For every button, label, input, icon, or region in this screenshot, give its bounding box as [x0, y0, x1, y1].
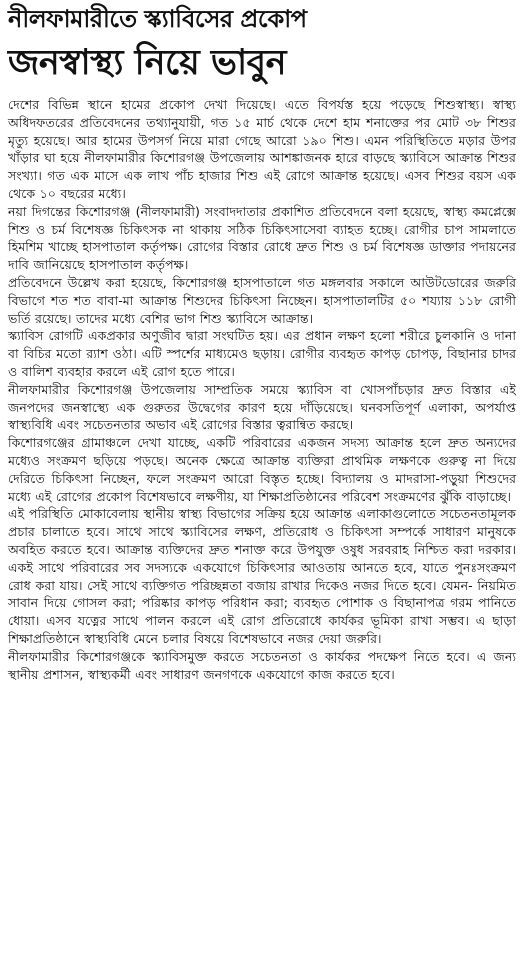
headline-kicker: নীলফামারীতে স্ক্যাবিসের প্রকোপ: [8, 5, 307, 33]
article-paragraph-7: এই পরিস্থিতি মোকাবেলায় স্থানীয় স্বাস্থ্য বিভাগের সক্রিয় হয়ে আক্রান্ত এলাকাগুলোতে সচেতনতামূলক প্রচার চালাতে হবে। সাথে সাথে স্ক্যাবিসের লক্ষণ, প্রতিরোধ ও চিকিৎসা সম্পর্কে সাধারণ মানুষকে অবহিত করতে হবে। আক্রান্ত ব্যক্তিদের দ্রুত শনাক্ত করে উপযুক্ত ওষুধ সরবরাহ নিশ্চিত করা দরকার। একই সাথে পরিবারের সব সদস্যকে একযোগে চিকিৎসার আওতায় আনতে হবে, যাতে পুনঃসংক্রমণ রোধ করা যায়। সেই সাথে ব্যক্তিগত পরিচ্ছন্নতা বজায় রাখার দিকেও নজর দিতে হবে। যেমন- নিয়মিত সাবান দিয়ে গোসল করা; পরিষ্কার কাপড় পরিধান করা; ব্যবহৃত পোশাক ও বিছানাপত্র গরম পানিতে ধোয়া। এসব যত্নের সাথে পালন করলে এই রোগ প্রতিরোধে কার্যকর ভূমিকা রাখা সম্ভব। এ ছাড়া শিক্ষাপ্রতিষ্ঠানে স্বাস্থ্যবিধি মেনে চলার বিষয়ে বিশেষভাবে নজর দেয়া জরুরি।: [8, 506, 516, 646]
article-body: [8, 96, 516, 683]
article-paragraph-6: কিশোরগঞ্জের গ্রামাঞ্চলে দেখা যাচ্ছে, একটি পরিবারের একজন সদস্য আক্রান্ত হলে দ্রুত অন্যদের মধ্যেও সংক্রমণ ছড়িয়ে পড়ছে। অনেক ক্ষেত্রে আক্রান্ত ব্যক্তিরা প্রাথমিক লক্ষণকে গুরুত্ব না দিয়ে দেরিতে চিকিৎসা নিচ্ছেন, ফলে সংক্রমণ আরো বিস্তৃত হচ্ছে। বিদ্যালয় ও মাদরাসা-পড়ুয়া শিশুদের মধ্যে এই রোগের প্রকোপ বিশেষভাবে লক্ষণীয়, যা শিক্ষাপ্রতিষ্ঠানের পরিবেশ সংক্রমণের ঝুঁকি বাড়াচ্ছে।: [8, 435, 516, 504]
headline-title: জনস্বাস্থ্য নিয়ে ভাবুন: [8, 43, 287, 83]
article-paragraph-3: প্রতিবেদনে উল্লেখ করা হয়েছে, কিশোরগঞ্জ হাসপাতালে গত মঙ্গলবার সকালে আউটডোরের জরুরি বিভাগে শত শত বাবা-মা আক্রান্ত শিশুদের চিকিৎসা নিচ্ছেন। হাসপাতালটির ৫০ শয্যায় ১১৮ রোগী ভর্তি রয়েছে। তাদের মধ্যে বেশির ভাগ শিশু স্ক্যাবিসে আক্রান্ত।: [8, 274, 516, 326]
article-paragraph-2: নয়া দিগন্তের কিশোরগঞ্জ (নীলফামারী) সংবাদদাতার প্রকাশিত প্রতিবেদনে বলা হয়েছে, স্বাস্থ্য কমপ্লেক্সে শিশু ও চর্ম বিশেষজ্ঞ চিকিৎসক না থাকায় সঠিক চিকিৎসাসেবা ব্যাহত হচ্ছে। রোগীর চাপ সামলাতে হিমশিম খাচ্ছে হাসপাতাল কর্তৃপক্ষ। রোগের বিস্তার রোধে দ্রুত শিশু ও চর্ম বিশেষজ্ঞ ডাক্তার পদায়নের দাবি জানিয়েছে হাসপাতাল কর্তৃপক্ষ।: [8, 203, 516, 273]
article-paragraph-1: দেশের বিভিন্ন স্থানে হামের প্রকোপ দেখা দিয়েছে। এতে বিপর্যস্ত হয়ে পড়েছে শিশুস্বাস্থ্য। স্বাস্থ্য অধিদফতরের প্রতিবেদনের তথ্যানুযায়ী, গত ১৫ মার্চ থেকে দেশে হাম শনাক্তের পর মোট ৩৮ শিশুর মৃত্যু হয়েছে। আর হামের উপসর্গ নিয়ে মারা গেছে আরো ১৯০ শিশু। এমন পরিস্থিতিতে মড়ার উপর খাঁড়ার ঘা হয়ে নীলফামারীর কিশোরগঞ্জ উপজেলায় আশঙ্কাজনক হারে বাড়ছে স্ক্যাবিসে আক্রান্ত শিশুর সংখ্যা। গত এক মাসে এক লাখ পাঁচ হাজার শিশু এই রোগে আক্রান্ত হয়েছে। এসব শিশুর বয়স এক থেকে ১০ বছরের মধ্যে।: [8, 97, 516, 201]
article-paragraph-5: নীলফামারীর কিশোরগঞ্জ উপজেলায় সাম্প্রতিক সময়ে স্ক্যাবিস বা খোসপাঁচড়ার দ্রুত বিস্তার এই জনপদের জনস্বাস্থ্যে এক গুরুতর উদ্বেগের কারণ হয়ে দাঁড়িয়েছে। ঘনবসতিপূর্ণ এলাকা, অপর্যাপ্ত স্বাস্থ্যবিধি এবং সচেতনতার অভাব এই রোগের বিস্তার ত্বরান্বিত করছে।: [8, 381, 516, 433]
article-paragraph-8: নীলফামারীর কিশোরগঞ্জকে স্ক্যাবিসমুক্ত করতে সচেতনতা ও কার্যকর পদক্ষেপ নিতে হবে। এ জন্য স্থানীয় প্রশাসন, স্বাস্থ্যকর্মী এবং সাধারণ জনগণকে একযোগে কাজ করতে হবে।: [8, 648, 516, 682]
article-paragraph-4: স্ক্যাবিস রোগটি একপ্রকার অণুজীব দ্বারা সংঘটিত হয়। এর প্রধান লক্ষণ হলো শরীরে চুলকানি ও দানা বা বিচির মতো র‍্যাশ ওঠা। এটি স্পর্শের মাধ্যমেও ছড়ায়। রোগীর ব্যবহৃত কাপড় চোপড়, বিছানার চাদর ও বালিশ ব্যবহার করলে এই রোগ হতে পারে।: [8, 328, 516, 379]
